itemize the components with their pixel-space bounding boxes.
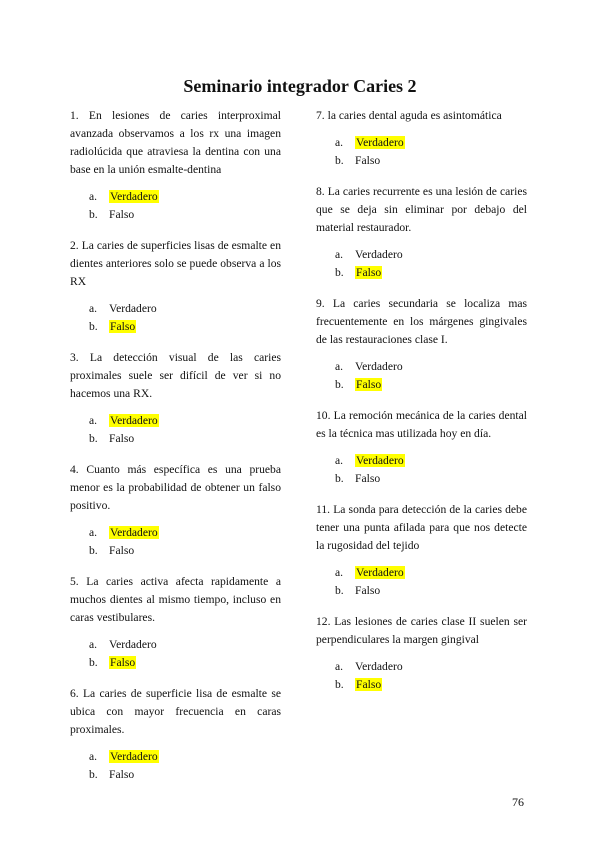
question-4 xyxy=(70,461,281,559)
option-label: Verdadero xyxy=(109,638,157,652)
answer-options xyxy=(70,188,281,223)
question-3 xyxy=(70,349,281,447)
question-12 xyxy=(316,613,527,693)
question-6 xyxy=(70,685,281,783)
option-b: b. Falso xyxy=(335,677,382,691)
answer-options xyxy=(70,300,281,335)
option-a: a. Verdadero xyxy=(335,454,404,468)
answer-options xyxy=(70,636,281,671)
question-1 xyxy=(70,107,281,223)
option-a: a. Verdadero xyxy=(89,638,157,652)
option-label-highlighted: Verdadero xyxy=(356,454,404,468)
option-label-highlighted: Falso xyxy=(110,319,136,333)
option-a: a. Verdadero xyxy=(89,526,158,540)
option-a: a. Verdadero xyxy=(89,750,158,764)
option-b: b. Falso xyxy=(89,655,136,669)
question-text: 6. La caries de superficie lisa de esmalte se ubica con mayor frecuencia en caras proximales. xyxy=(70,687,281,736)
answer-options xyxy=(316,358,527,393)
option-label: Verdadero xyxy=(355,660,403,674)
question-2 xyxy=(70,237,281,335)
answer-options xyxy=(316,564,527,599)
option-label-highlighted: Falso xyxy=(356,677,382,691)
option-b: b. Falso xyxy=(89,543,135,557)
question-text: 3. La detección visual de las caries proximales suele ser difícil de ver si no hacemos una RX. xyxy=(70,351,281,400)
answer-options xyxy=(70,412,281,447)
question-text: 10. La remoción mecánica de la caries dental es la técnica mas utilizada hoy en día. xyxy=(316,409,527,440)
right-column xyxy=(316,107,527,707)
option-label: Falso xyxy=(109,431,135,445)
option-label-highlighted: Verdadero xyxy=(110,526,158,540)
question-11 xyxy=(316,501,527,599)
answer-options xyxy=(316,246,527,281)
question-7 xyxy=(316,107,527,169)
option-label: Falso xyxy=(355,471,381,485)
option-label-highlighted: Falso xyxy=(110,655,136,669)
option-label-highlighted: Verdadero xyxy=(110,750,158,764)
option-label: Falso xyxy=(109,767,135,781)
question-text: 12. Las lesiones de caries clase II suelen ser perpendiculares la margen gingival xyxy=(316,615,527,646)
option-label-highlighted: Verdadero xyxy=(356,136,404,150)
page-number: 76 xyxy=(512,795,524,809)
option-label-highlighted: Verdadero xyxy=(110,414,158,428)
answer-options xyxy=(70,748,281,783)
answer-options xyxy=(316,134,527,169)
question-8 xyxy=(316,183,527,281)
answer-options xyxy=(316,658,527,693)
question-10 xyxy=(316,407,527,487)
option-a: a. Verdadero xyxy=(335,248,403,262)
question-9 xyxy=(316,295,527,393)
option-b: b. Falso xyxy=(335,153,381,167)
option-a: a. Verdadero xyxy=(335,360,403,374)
option-a: a. Verdadero xyxy=(335,566,404,580)
question-5 xyxy=(70,573,281,671)
option-a: a. Verdadero xyxy=(89,302,157,316)
question-text: 9. La caries secundaria se localiza mas frecuentemente en los márgenes gingivales de las restauraciones clase I. xyxy=(316,297,527,346)
option-label: Verdadero xyxy=(355,360,403,374)
option-a: a. Verdadero xyxy=(89,414,158,428)
option-a: a. Verdadero xyxy=(335,136,404,150)
option-b: b. Falso xyxy=(335,265,382,279)
option-label: Falso xyxy=(355,153,381,167)
option-b: b. Falso xyxy=(335,471,381,485)
question-text: 1. En lesiones de caries interproximal avanzada observamos a los rx una imagen radiolúcida que atraviesa la dentina con una base en la unión esmalte-dentina xyxy=(70,109,281,176)
option-b: b. Falso xyxy=(89,431,135,445)
question-text: 7. la caries dental aguda es asintomática xyxy=(316,109,502,122)
option-b: b. Falso xyxy=(89,207,135,221)
left-column xyxy=(70,107,281,797)
option-b: b. Falso xyxy=(89,319,136,333)
option-a: a. Verdadero xyxy=(89,190,158,204)
question-text: 11. La sonda para detección de la caries debe tener una punta afilada para que nos detecte la rugosidad del tejido xyxy=(316,503,527,552)
option-label-highlighted: Falso xyxy=(356,265,382,279)
option-label-highlighted: Verdadero xyxy=(356,566,404,580)
option-label: Verdadero xyxy=(355,248,403,262)
option-label-highlighted: Verdadero xyxy=(110,190,158,204)
page-title: Seminario integrador Caries 2 xyxy=(183,76,417,96)
option-b: b. Falso xyxy=(335,583,381,597)
question-text: 2. La caries de superficies lisas de esmalte en dientes anteriores solo se puede observa a los RX xyxy=(70,239,281,288)
option-label: Verdadero xyxy=(109,302,157,316)
question-text: 4. Cuanto más específica es una prueba menor es la probabilidad de obtener un falso positivo. xyxy=(70,463,281,512)
question-text: 5. La caries activa afecta rapidamente a muchos dientes al mismo tiempo, incluso en caras vestibulares. xyxy=(70,575,281,624)
answer-options xyxy=(316,452,527,487)
answer-options xyxy=(70,524,281,559)
option-label: Falso xyxy=(109,543,135,557)
option-label: Falso xyxy=(355,583,381,597)
option-b: b. Falso xyxy=(335,377,382,391)
option-label-highlighted: Falso xyxy=(356,377,382,391)
option-a: a. Verdadero xyxy=(335,660,403,674)
option-b: b. Falso xyxy=(89,767,135,781)
option-label: Falso xyxy=(109,207,135,221)
question-text: 8. La caries recurrente es una lesión de caries que se deja sin eliminar por debajo del material restaurador. xyxy=(316,185,527,234)
